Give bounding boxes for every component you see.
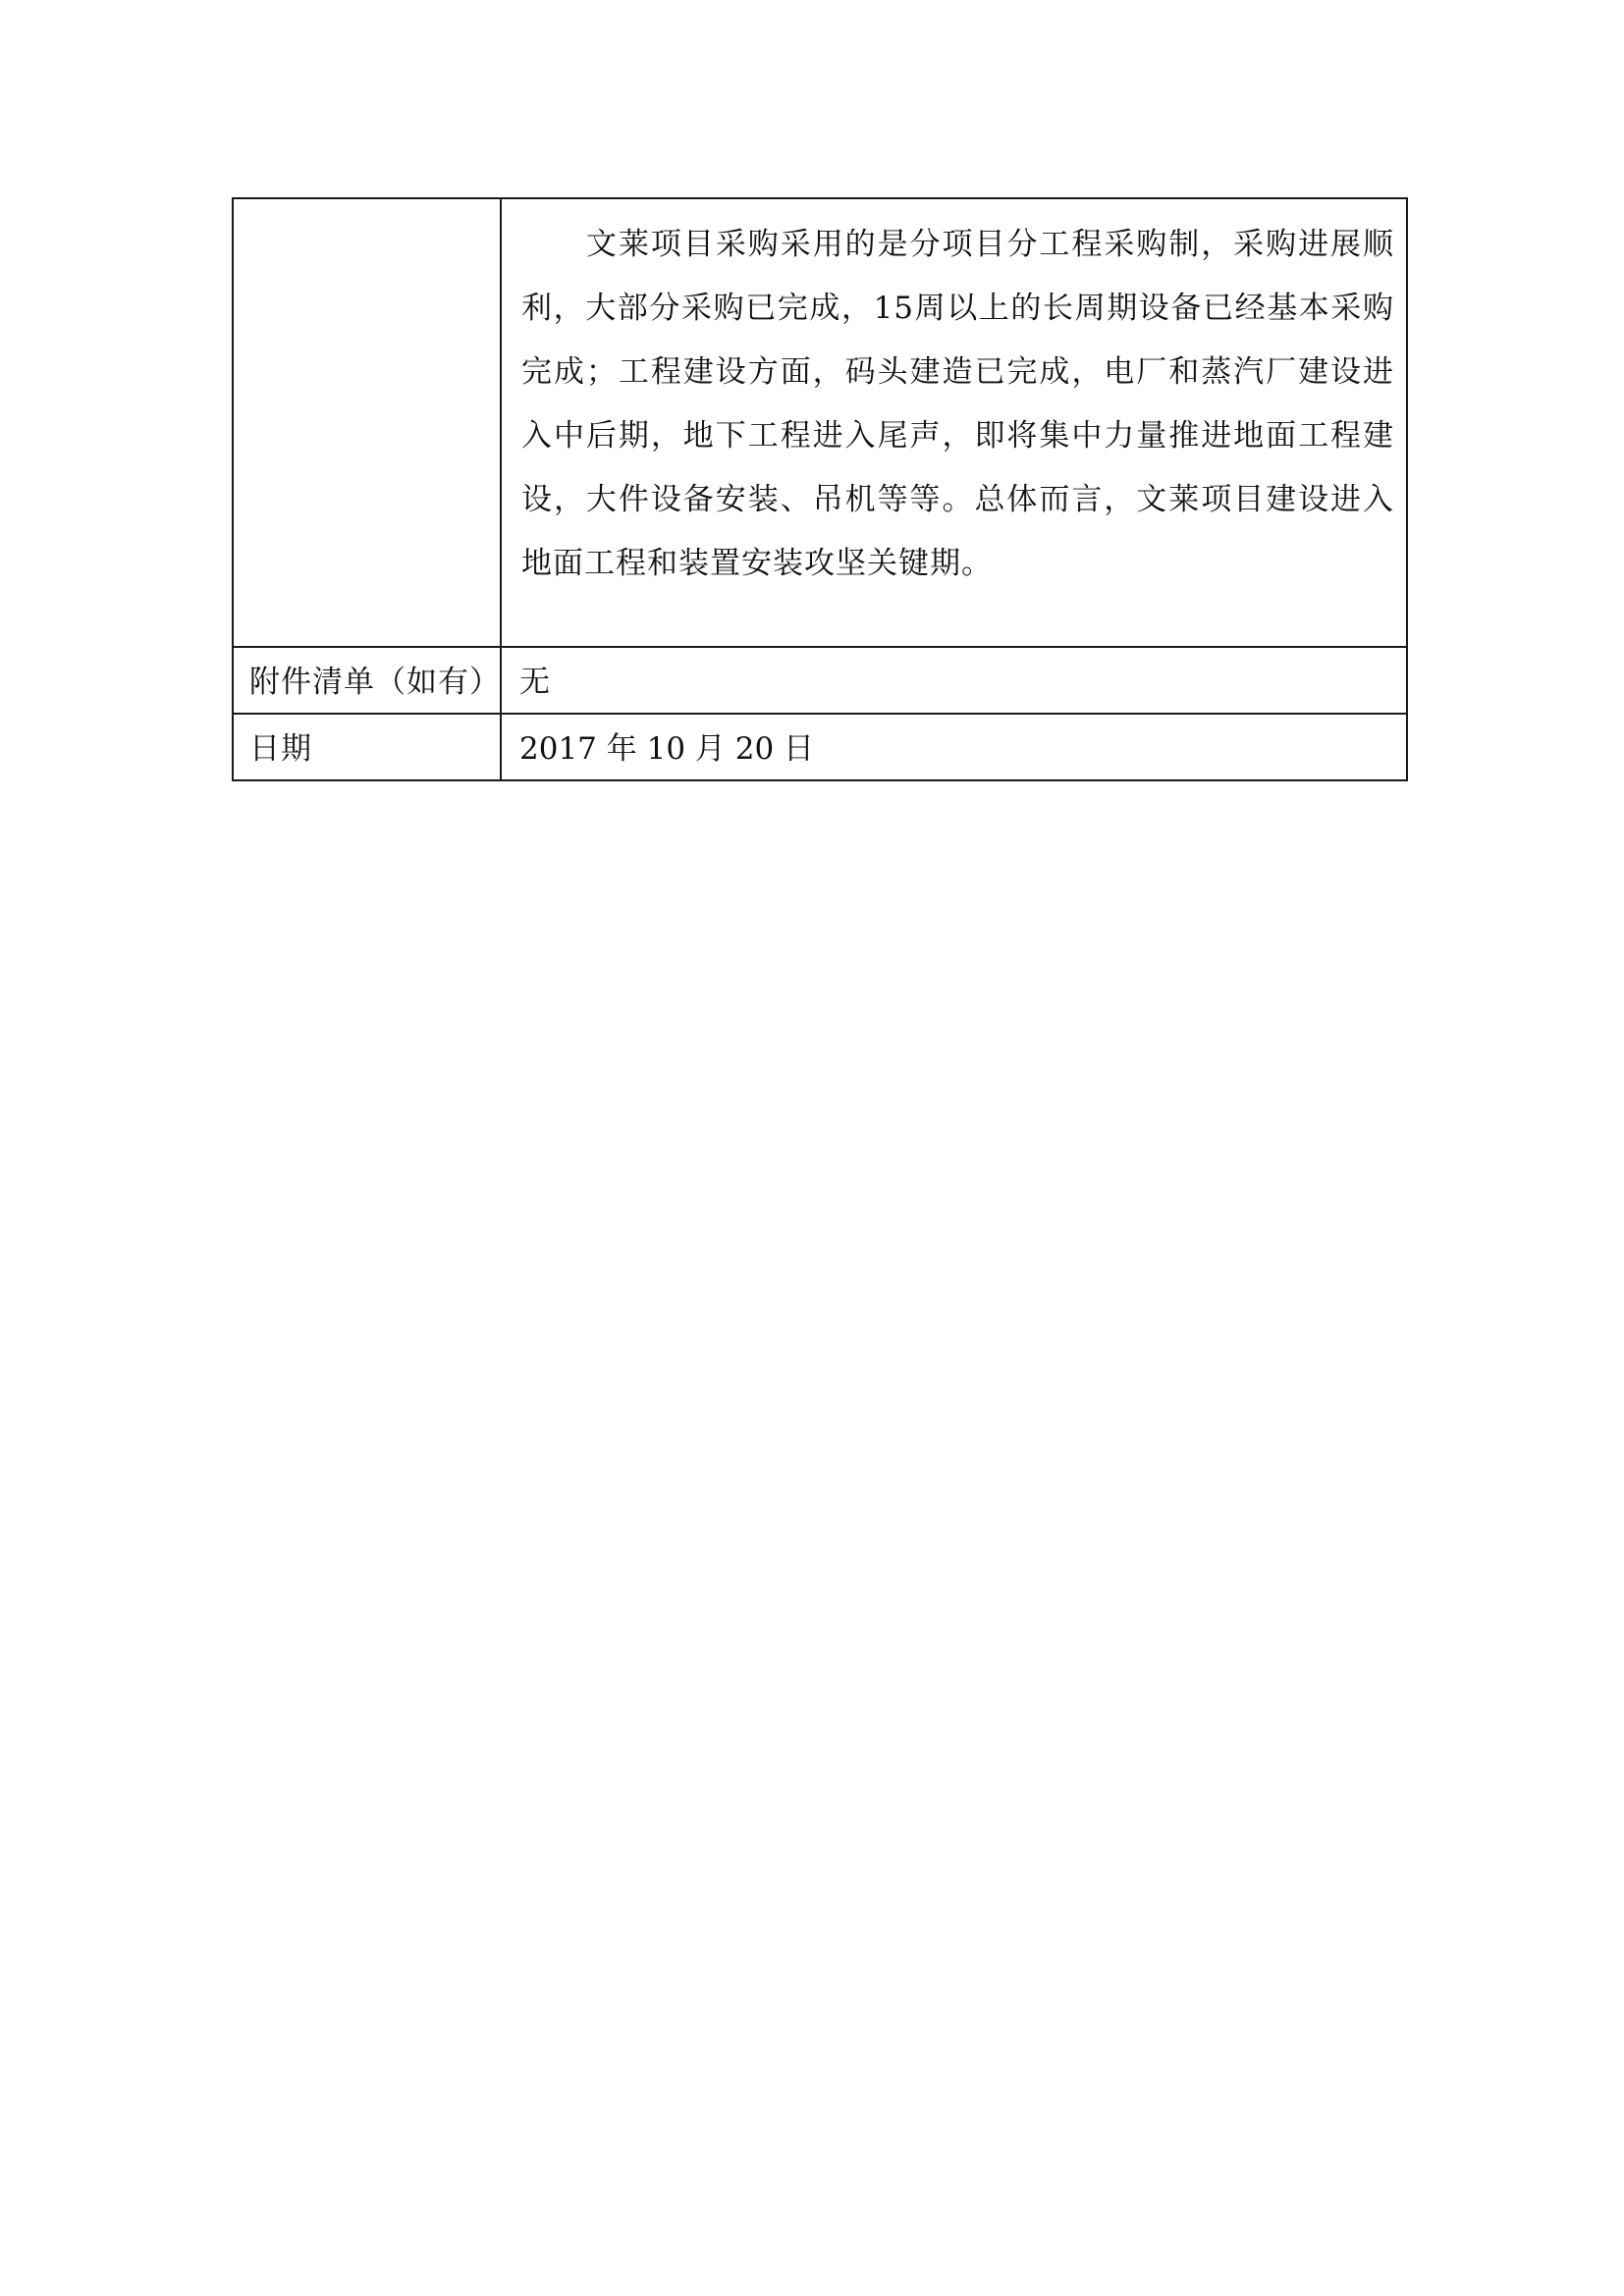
info-table (232, 197, 1408, 781)
table-row-date (233, 714, 1407, 780)
date-label-cell (233, 714, 501, 780)
body-paragraph: 文莱项目采购采用的是分项目分工程采购制，采购进展顺利，大部分采购已完成，15周以上的长周期设备已经基本采购完成；工程建设方面，码头建造已完成，电厂和蒸汽厂建设进入中后期，地下工程进入尾声，即将集中力量推进地面工程建设，大件设备安装、吊机等等。总体而言，文莱项目建设进入地面工程和装置安装攻坚关键期。 (521, 227, 1394, 581)
attachments-label: 附件清单（如有） (249, 665, 501, 700)
table-row-attachments (233, 647, 1407, 714)
attachments-label-cell (233, 647, 501, 714)
date-value: 2017 年 10 月 20 日 (519, 731, 815, 767)
attachments-value-cell (501, 647, 1407, 714)
date-value-cell (501, 714, 1407, 780)
date-label: 日期 (249, 731, 312, 767)
content-cell (501, 198, 1407, 647)
attachments-value: 无 (519, 665, 550, 700)
table-row-body (233, 198, 1407, 647)
empty-label-cell (233, 198, 501, 647)
